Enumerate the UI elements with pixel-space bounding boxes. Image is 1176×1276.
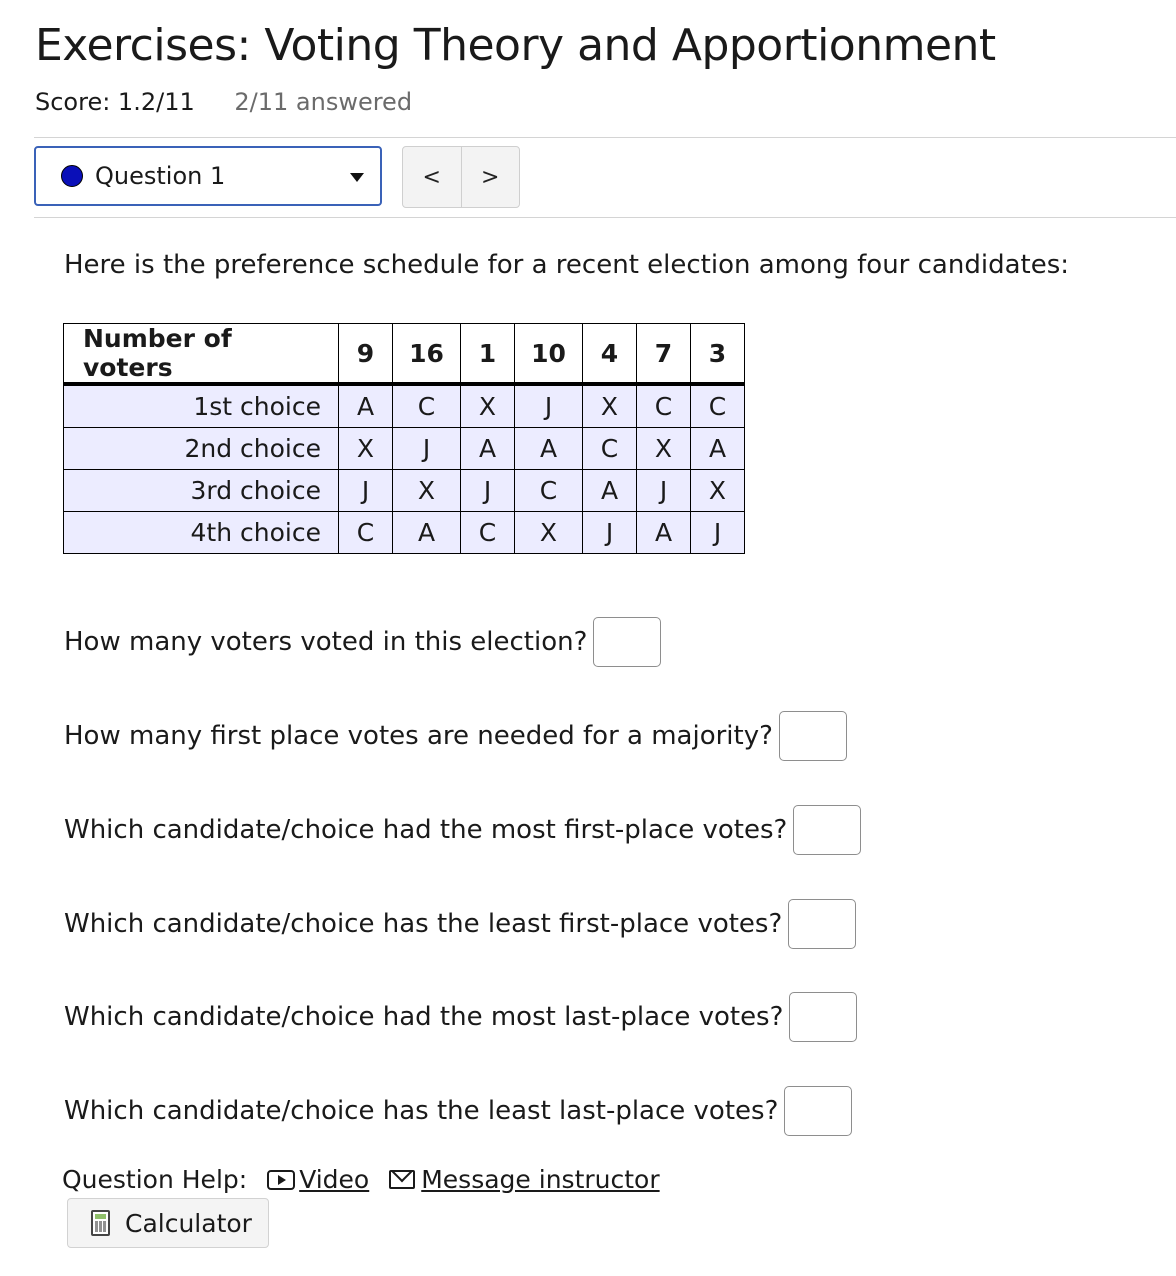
most-last-place-input[interactable] xyxy=(789,992,857,1042)
row-label: 4th choice xyxy=(64,512,339,554)
question-help-label: Question Help: xyxy=(62,1165,248,1194)
table-cell: A xyxy=(583,470,637,512)
question-select-label: Question 1 xyxy=(95,162,226,190)
table-cell: A xyxy=(393,512,461,554)
message-instructor-label: Message instructor xyxy=(421,1165,660,1194)
table-cell: A xyxy=(339,384,393,428)
voter-count: 1 xyxy=(461,324,515,385)
divider xyxy=(34,137,1176,138)
most-first-place-input[interactable] xyxy=(793,805,861,855)
least-last-place-input[interactable] xyxy=(784,1086,852,1136)
table-cell: X xyxy=(637,428,691,470)
next-question-button[interactable]: > xyxy=(481,164,500,190)
table-cell: J xyxy=(515,384,583,428)
voter-count: 3 xyxy=(691,324,745,385)
question-row xyxy=(64,711,847,761)
majority-votes-input[interactable] xyxy=(779,711,847,761)
voter-count: 4 xyxy=(583,324,637,385)
question-text: Which candidate/choice had the most first-place votes? xyxy=(64,815,788,845)
row-label: 3rd choice xyxy=(64,470,339,512)
table-row xyxy=(64,470,745,512)
table-cell: C xyxy=(691,384,745,428)
table-cell: X xyxy=(583,384,637,428)
table-cell: C xyxy=(461,512,515,554)
preference-table xyxy=(63,323,745,554)
table-cell: X xyxy=(393,470,461,512)
message-instructor-link[interactable] xyxy=(389,1165,659,1194)
video-link-label: Video xyxy=(299,1165,370,1194)
question-row xyxy=(64,617,661,667)
table-cell: X xyxy=(515,512,583,554)
question-row xyxy=(64,899,856,949)
question-text: Which candidate/choice has the least last-place votes? xyxy=(64,1096,779,1126)
page-title: Exercises: Voting Theory and Apportionment xyxy=(35,20,996,71)
question-text: How many voters voted in this election? xyxy=(64,627,588,657)
table-cell: J xyxy=(637,470,691,512)
video-link[interactable] xyxy=(267,1165,369,1194)
question-nav xyxy=(402,146,520,208)
video-icon xyxy=(267,1170,295,1190)
calculator-icon xyxy=(91,1210,110,1236)
calculator-label: Calculator xyxy=(125,1208,252,1238)
table-cell: X xyxy=(339,428,393,470)
table-row xyxy=(64,384,745,428)
table-cell: J xyxy=(691,512,745,554)
question-row xyxy=(64,1086,852,1136)
table-cell: C xyxy=(515,470,583,512)
table-cell: A xyxy=(691,428,745,470)
question-row xyxy=(64,805,861,855)
row-label: 1st choice xyxy=(64,384,339,428)
question-row xyxy=(64,992,857,1042)
table-cell: J xyxy=(461,470,515,512)
calculator-button[interactable] xyxy=(67,1198,269,1248)
table-cell: C xyxy=(339,512,393,554)
table-cell: C xyxy=(637,384,691,428)
table-cell: J xyxy=(339,470,393,512)
answered-count: 2/11 answered xyxy=(234,88,413,116)
table-cell: C xyxy=(393,384,461,428)
divider xyxy=(34,217,1176,218)
status-dot-icon xyxy=(61,165,83,187)
table-cell: J xyxy=(583,512,637,554)
question-intro: Here is the preference schedule for a recent election among four candidates: xyxy=(64,250,1069,280)
table-cell: C xyxy=(583,428,637,470)
table-cell: X xyxy=(461,384,515,428)
question-text: How many first place votes are needed for a majority? xyxy=(64,721,773,751)
score-line xyxy=(35,88,412,116)
voter-count: 10 xyxy=(515,324,583,385)
voter-count: 7 xyxy=(637,324,691,385)
table-cell: A xyxy=(637,512,691,554)
table-cell: A xyxy=(515,428,583,470)
table-cell: X xyxy=(691,470,745,512)
table-header-row xyxy=(64,324,745,385)
question-text: Which candidate/choice had the most last-place votes? xyxy=(64,1002,784,1032)
row-label: 2nd choice xyxy=(64,428,339,470)
voter-count: 9 xyxy=(339,324,393,385)
table-cell: A xyxy=(461,428,515,470)
question-select[interactable] xyxy=(34,146,382,206)
least-first-place-input[interactable] xyxy=(788,899,856,949)
caret-down-icon xyxy=(350,173,364,182)
table-cell: J xyxy=(393,428,461,470)
voter-count: 16 xyxy=(393,324,461,385)
table-header-label: Number of voters xyxy=(64,324,339,385)
previous-question-button[interactable]: < xyxy=(403,147,462,207)
question-text: Which candidate/choice has the least first-place votes? xyxy=(64,909,783,939)
table-row xyxy=(64,428,745,470)
table-row xyxy=(64,512,745,554)
question-help xyxy=(62,1165,660,1194)
total-voters-input[interactable] xyxy=(593,617,661,667)
score-text: Score: 1.2/11 xyxy=(35,88,195,116)
mail-icon xyxy=(389,1170,415,1189)
